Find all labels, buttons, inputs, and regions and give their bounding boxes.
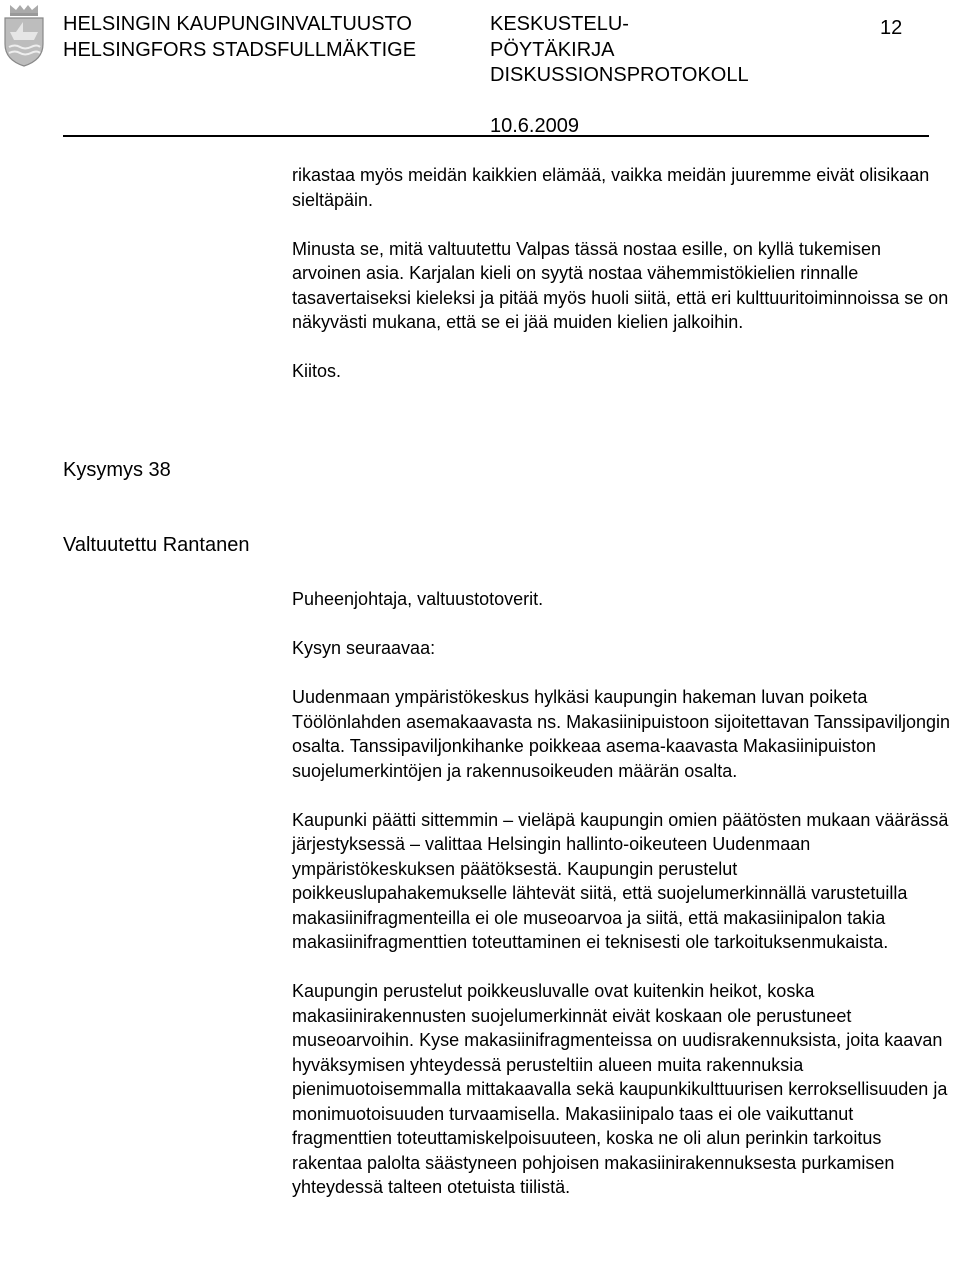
header-doc-type-3: DISKUSSIONSPROTOKOLL bbox=[490, 64, 749, 86]
paragraph: Kysyn seuraavaa: bbox=[292, 638, 436, 658]
paragraph: Uudenmaan ympäristökeskus hylkäsi kaupungin hakeman luvan poiketa Töölönlahden asemakaavasta ns. Makasiinipuistoon sijoitettavan Tanssipaviljongin osalta. Tanssipaviljonkihanke poikkeaa asema-kaavasta Makasiinipuiston suojelumerkintöjen ja rakennusoikeuden määrän osalta. bbox=[292, 687, 951, 781]
header-org-sv: HELSINGFORS STADSFULLMÄKTIGE bbox=[63, 39, 417, 61]
paragraph: rikastaa myös meidän kaikkien elämää, vaikka meidän juuremme eivät olisikaan sieltäpäin. bbox=[292, 165, 930, 210]
header-doc-type-1: KESKUSTELU- bbox=[490, 13, 629, 35]
header-divider bbox=[63, 135, 929, 137]
paragraph: Kaupunki päätti sittemmin – vieläpä kaupungin omien päätösten mukaan väärässä järjestyksessä – valittaa Helsingin hallinto-oikeuteen Uudenmaan ympäristökeskuksen päätöksestä. Kaupungin perustelut poikkeuslupahakemukselle lähtevät siitä, että suojelumerkinnällä varustetuilla makasiinifragmenteilla ei ole museoarvoa ja siitä, että makasiinipalon takia makasiinifragmenttien toteuttaminen ei teknisesti ole tarkoituksenmukaista. bbox=[292, 809, 949, 952]
paragraph: Kaupungin perustelut poikkeusluvalle ovat kuitenkin heikot, koska makasiinirakennusten suojelumerkinnät eivät koskaan ole perustuneet museoarvoihin. Kyse makasiinifragmenteissa on uudisrakennuksista, joita kaavan hyväksymisen yhteydessä perusteltiin alueen muita rakennuksia pienimuotoisemmalla mittakaavalla sekä kaupunkikulttuurisen kerroksellisuuden ja monimuotoisuuden turvaamisella. Makasiinipalo taas ei ole vaikuttanut fragmenttien toteuttamiskelpoisuuteen, koska ne oli alun perinkin tarkoitus rakentaa palolta säästyneen pohjoisen makasiinirakennuksesta purkamisen yhteydessä talteen otetuista tiilistä. bbox=[292, 981, 948, 1197]
continuation-text bbox=[292, 163, 952, 408]
speech-text bbox=[292, 587, 952, 1224]
header-doc-type-2: PÖYTÄKIRJA bbox=[490, 39, 615, 61]
paragraph: Puheenjohtaja, valtuustotoverit. bbox=[292, 589, 544, 609]
page-number: 12 bbox=[880, 17, 903, 39]
paragraph: Kiitos. bbox=[292, 361, 342, 381]
header-date: 10.6.2009 bbox=[490, 115, 579, 137]
helsinki-coat-of-arms-icon bbox=[2, 2, 46, 68]
header-org-fi: HELSINGIN KAUPUNGINVALTUUSTO bbox=[63, 13, 412, 35]
speaker-name: Valtuutettu Rantanen bbox=[63, 534, 250, 556]
paragraph: Minusta se, mitä valtuutettu Valpas tässä nostaa esille, on kyllä tukemisen arvoinen asia. Karjalan kieli on syytä nostaa vähemmistökielien rinnalle tasavertaiseksi kieleksi ja pitää myös huoli siitä, että eri kulttuuritoiminnoissa se on näkyvästi mukana, että se ei jää muiden kielien jalkoihin. bbox=[292, 238, 949, 332]
question-heading: Kysymys 38 bbox=[63, 459, 171, 481]
